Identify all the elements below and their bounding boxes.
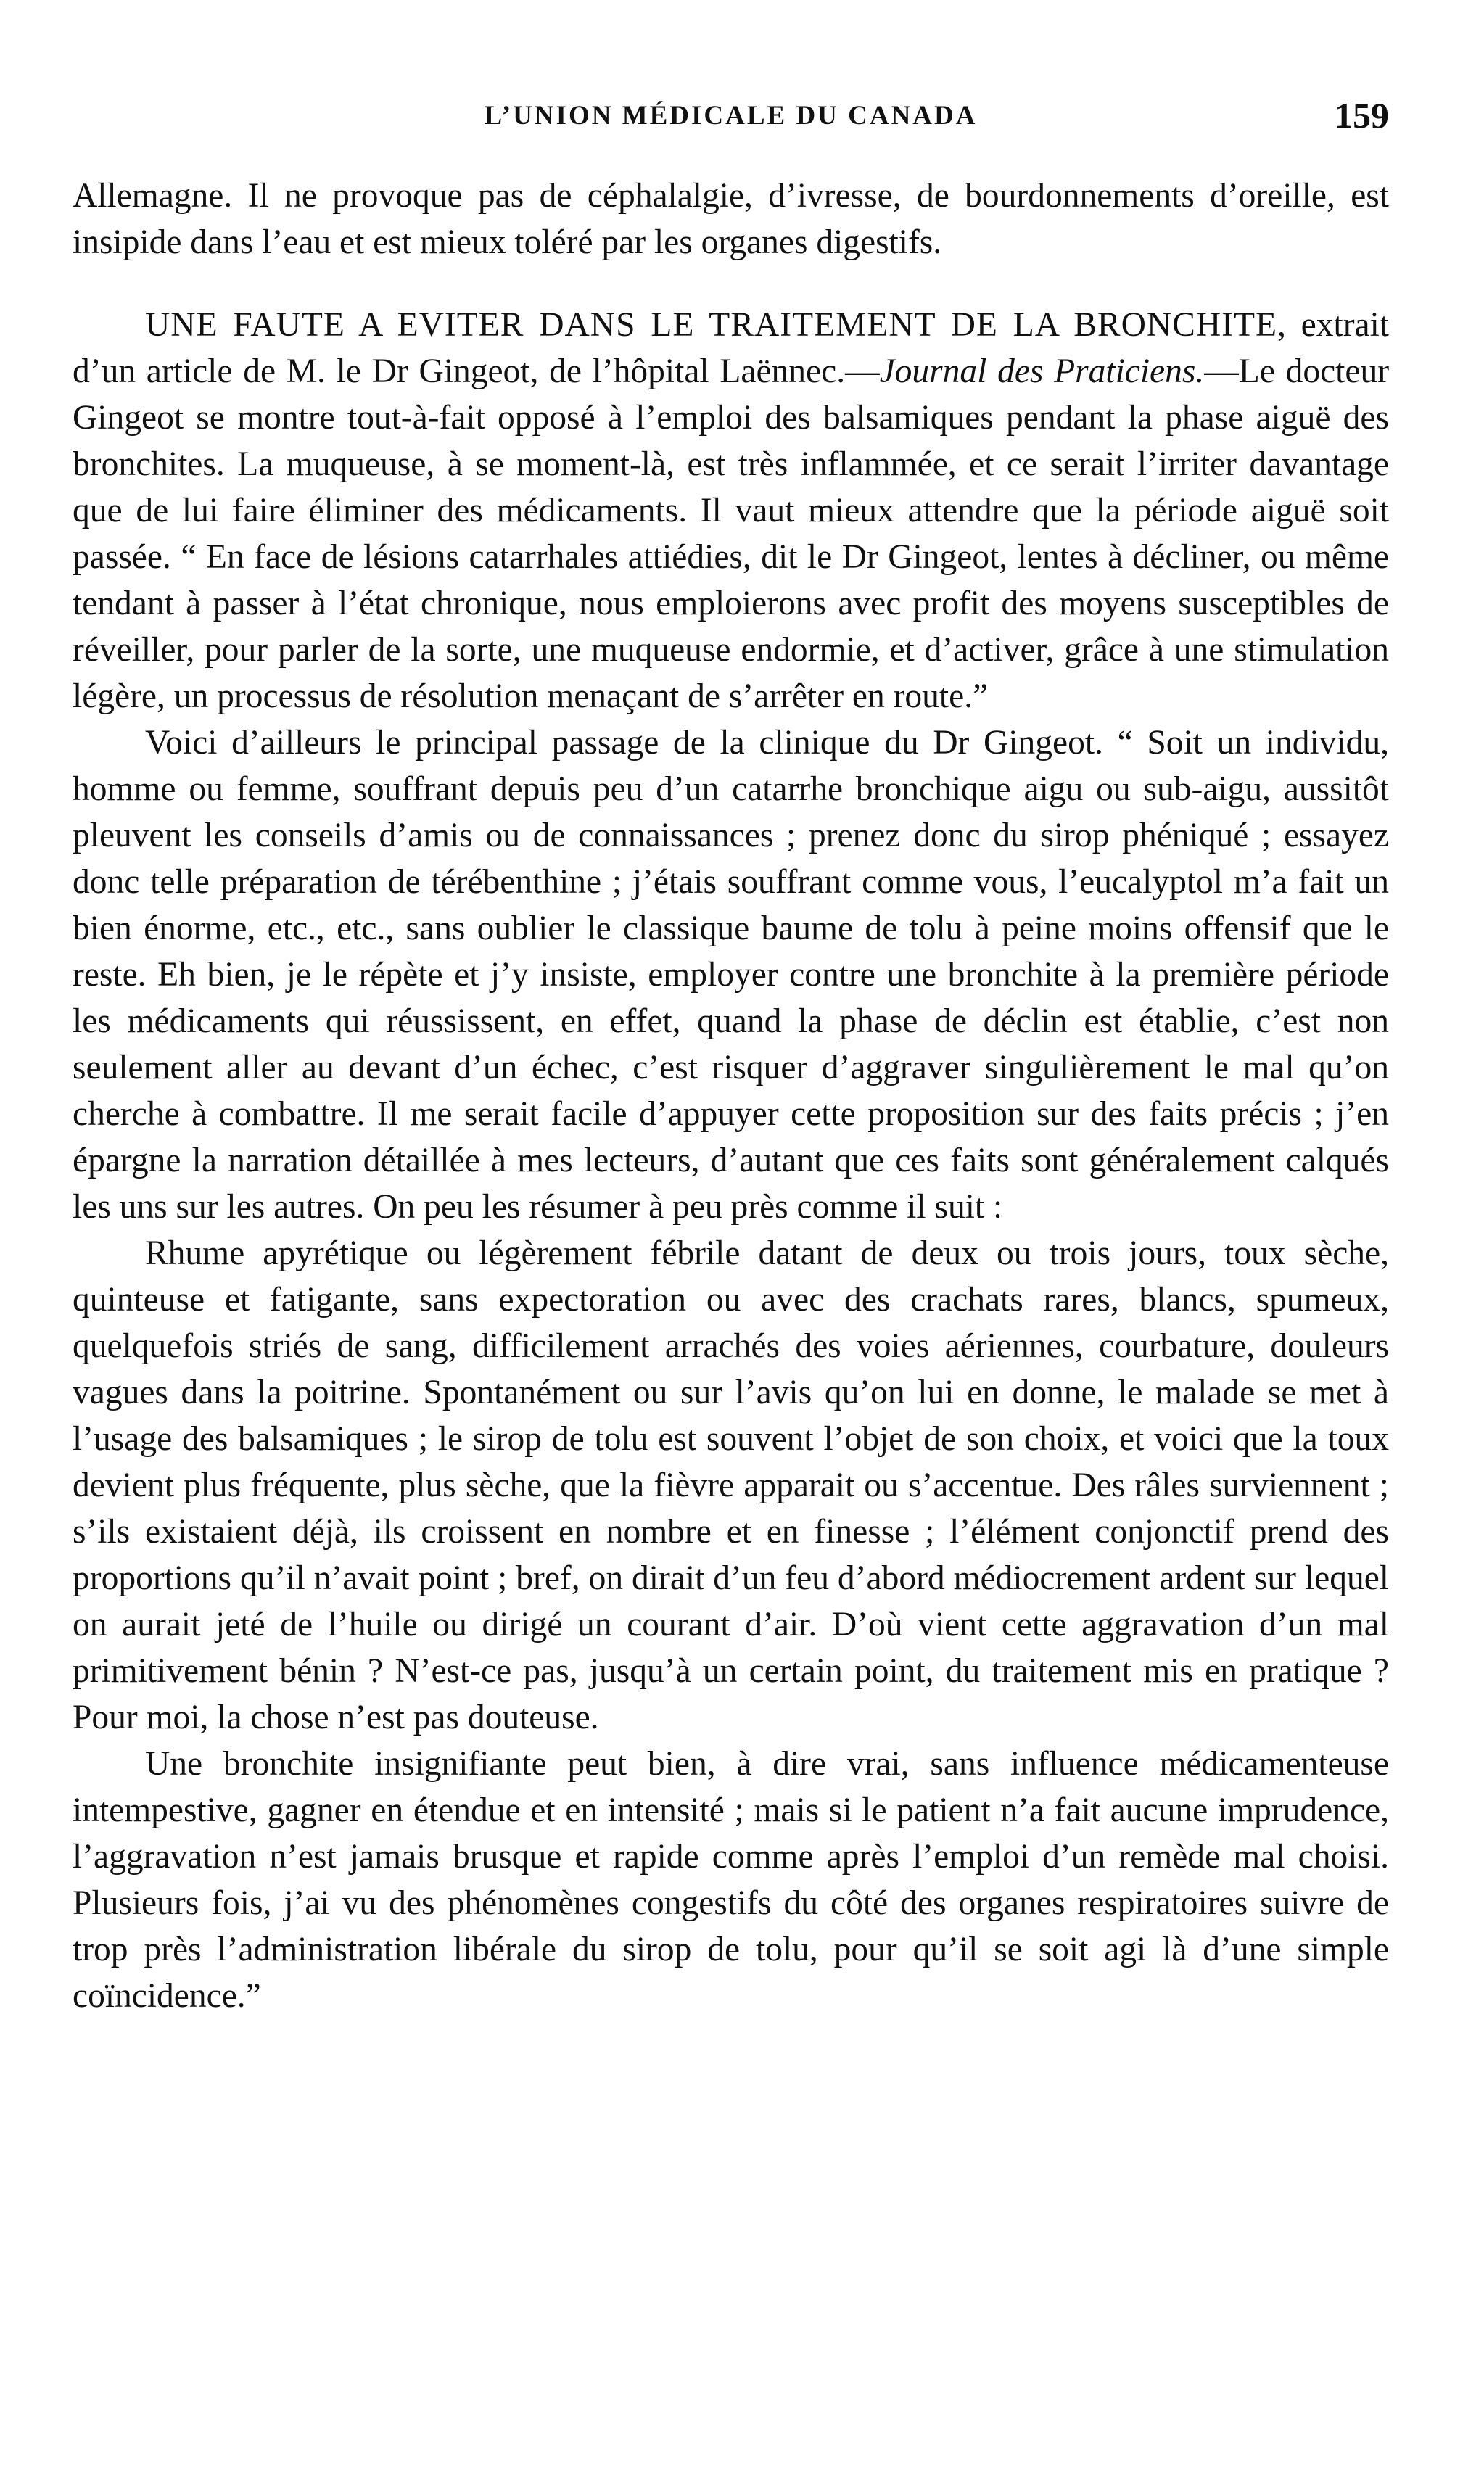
body-paragraph-3: Rhume apyrétique ou légèrement fébrile datant de deux ou trois jours, toux sèche, quinteuse et fatigante, sans expectoration ou avec des crachats rares, blancs, spumeux, quelquefois striés de sang, difficilement arrachés des voies aériennes, courbature, douleurs vagues dans la poitrine. Spontanément ou sur l’avis qu’on lui en donne, le malade se met à l’usage des balsamiques ; le sirop de tolu est souvent l’objet de son choix, et voici que la toux devient plus fréquente, plus sèche, que la fièvre apparait ou s’accentue. Des râles surviennent ; s’ils existaient déjà, ils croissent en nombre et en finesse ; l’élément conjonctif prend des proportions qu’il n’avait point ; bref, on dirait d’un feu d’abord médiocrement ardent sur lequel on aurait jeté de l’huile ou dirigé un courant d’air. D’où vient cette aggravation d’un mal primitivement bénin ? N’est-ce pas, jusqu’à un certain point, du traitement mis en pratique ? Pour moi, la chose n’est pas douteuse. xyxy=(73,1234,1389,1736)
page-number: 159 xyxy=(1335,95,1389,136)
article-heading-paragraph xyxy=(73,302,1389,719)
article-source: extrait d’un article de M. le Dr Gingeot, de l’hôpital Laënnec.— xyxy=(73,306,1390,390)
body-paragraph-2: Voici d’ailleurs le principal passage de la clinique du Dr Gingeot. “ Soit un individu, homme ou femme, souffrant depuis peu d’un catarrhe bronchique aigu ou sub-aigu, aussitôt pleuvent les conseils d’amis ou de connaissances ; prenez donc du sirop phéniqué ; essayez donc telle préparation de térébenthine ; j’étais souffrant comme vous, l’eucalyptol m’a fait un bien énorme, etc., etc., sans oublier le classique baume de tolu à peine moins offensif que le reste. Eh bien, je le répète et j’y insiste, employer contre une bronchite à la première période les médicaments qui réussissent, en effet, quand la phase de déclin est établie, c’est non seulement aller au devant d’un échec, c’est risquer d’aggraver singulièrement le mal qu’on cherche à combattre. Il me serait facile d’appuyer cette proposition sur des faits précis ; j’en épargne la narration détaillée à mes lecteurs, d’autant que ces faits sont généralement calqués les uns sur les autres. On peu les résumer à peu près comme il suit : xyxy=(73,724,1389,1226)
section-gap xyxy=(73,265,1389,302)
journal-title: Journal des Praticiens. xyxy=(879,352,1205,390)
continuation-paragraph: Allemagne. Il ne provoque pas de céphalalgie, d’ivresse, de bourdonnements d’oreille, est insipide dans l’eau et est mieux toléré par les organes digestifs. xyxy=(73,177,1389,261)
article-heading: UNE FAUTE A EVITER DANS LE TRAITEMENT DE LA BRONCHITE, xyxy=(145,306,1287,344)
running-title: L’UNION MÉDICALE DU CANADA xyxy=(484,101,978,131)
running-head xyxy=(73,94,1389,138)
intro-text: —Le docteur Gingeot se montre tout-à-fait opposé à l’emploi des balsamiques pendant la phase aiguë des bronchites. La muqueuse, à se moment-là, est très inflammée, et ce serait l’irriter davantage que de lui faire éliminer des médicaments. Il vaut mieux attendre que la période aiguë soit passée. “ En face de lésions catarrhales attiédies, dit le Dr Gingeot, lentes à décliner, ou même tendant à passer à l’état chronique, nous emploierons avec profit des moyens susceptibles de réveiller, pour parler de la sorte, une muqueuse endormie, et d’activer, grâce à une stimulation légère, un processus de résolution menaçant de s’arrêter en route.” xyxy=(73,352,1390,715)
body-paragraph-4: Une bronchite insignifiante peut bien, à dire vrai, sans influence médicamenteuse intempestive, gagner en étendue et en intensité ; mais si le patient n’a fait aucune imprudence, l’aggravation n’est jamais brusque et rapide comme après l’emploi d’un remède mal choisi. Plusieurs fois, j’ai vu des phénomènes congestifs du côté des organes respiratoires suivre de trop près l’administration libérale du sirop de tolu, pour qu’il se soit agi là d’une simple coïncidence.” xyxy=(73,1745,1389,2015)
body-text xyxy=(73,173,1389,2019)
